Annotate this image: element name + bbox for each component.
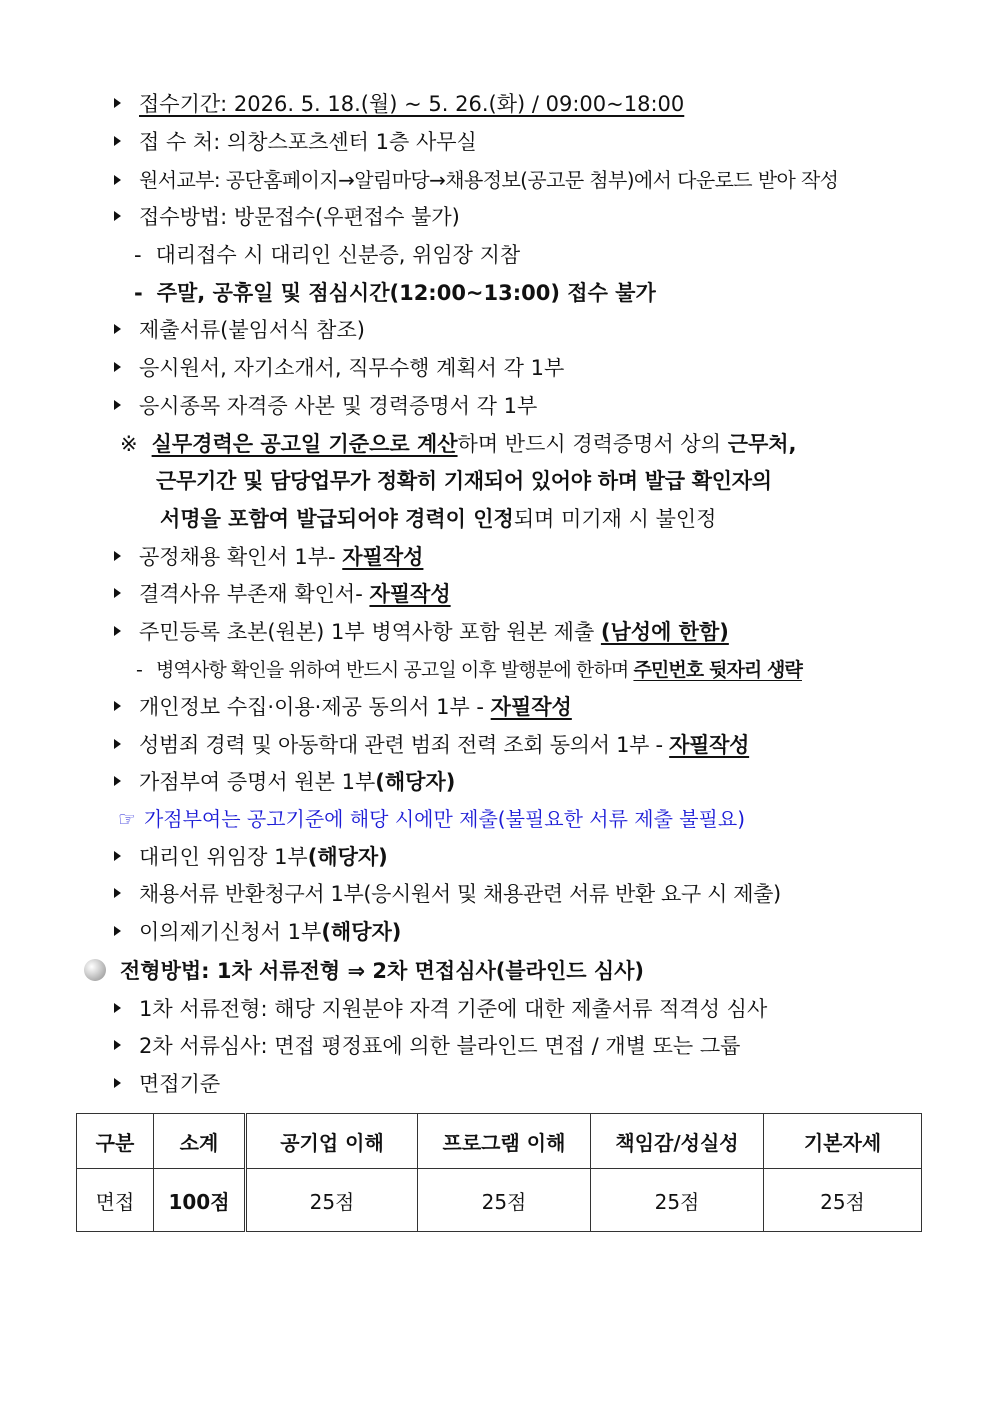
- reception-place: 접 수 처: 의창스포츠센터 1층 사무실: [114, 129, 477, 155]
- table-cell: 100점: [154, 1169, 246, 1232]
- doc-privacy: 개인정보 수집·이용·제공 동의서 1부 - 자필작성: [114, 694, 572, 720]
- triangle-bullet-icon: [114, 362, 121, 372]
- triangle-bullet-icon: [114, 926, 121, 936]
- doc-return-request: 채용서류 반환청구서 1부(응시원서 및 채용관련 서류 반환 요구 시 제출): [114, 881, 781, 907]
- triangle-bullet-icon: [114, 851, 121, 861]
- triangle-bullet-icon: [114, 324, 121, 334]
- table-row: [77, 1169, 922, 1232]
- triangle-bullet-icon: [114, 1040, 121, 1050]
- documents-heading: 제출서류(붙임서식 참조): [114, 317, 365, 343]
- application-form: 원서교부: 공단홈페이지→알림마당→채용정보(공고문 첨부)에서 다운로드 받아 작성: [114, 167, 838, 193]
- triangle-bullet-icon: [114, 1078, 121, 1088]
- triangle-bullet-icon: [114, 888, 121, 898]
- bonus-points-note: ☞ 가점부여는 공고기준에 해당 시에만 제출(불필요한 서류 제출 불필요): [118, 807, 746, 831]
- reception-period: 접수기간: 2026. 5. 18.(월) ~ 5. 26.(화) / 09:00~18:00: [114, 91, 684, 117]
- selection-method-heading: 전형방법: 1차 서류전형 ⇒ 2차 면접심사(블라인드 심사): [84, 958, 644, 984]
- doc-disqualification: 결격사유 부존재 확인서- 자필작성: [114, 581, 451, 607]
- experience-note-3: 서명을 포함여 발급되어야 경력이 인정되며 미기재 시 불인정: [160, 507, 717, 531]
- triangle-bullet-icon: [114, 211, 121, 221]
- stage-2: 2차 서류심사: 면접 평정표에 의한 블라인드 면접 / 개별 또는 그룹: [114, 1033, 740, 1059]
- table-header: 책임감/성실성: [591, 1114, 764, 1169]
- table-cell: 25점: [764, 1169, 922, 1232]
- table-cell: 면접: [77, 1169, 154, 1232]
- doc-crime-check: 성범죄 경력 및 아동학대 관련 범죄 전력 조회 동의서 1부 - 자필작성: [114, 732, 749, 758]
- table-header: 기본자세: [764, 1114, 922, 1169]
- doc-resident-register: 주민등록 초본(원본) 1부 병역사항 포함 원본 제출 (남성에 한함): [114, 619, 729, 645]
- triangle-bullet-icon: [114, 551, 121, 561]
- doc-application: 응시원서, 자기소개서, 직무수행 계획서 각 1부: [114, 355, 564, 381]
- experience-note-2: 근무기간 및 담당업무가 정확히 기재되어 있어야 하며 발급 확인자의: [156, 469, 772, 493]
- interview-score-table: [76, 1113, 922, 1232]
- triangle-bullet-icon: [114, 1003, 121, 1013]
- doc-proxy-letter: 대리인 위임장 1부(해당자): [114, 844, 388, 870]
- table-header: 공기업 이해: [246, 1114, 418, 1169]
- table-cell: 25점: [418, 1169, 591, 1232]
- table-header: 소계: [154, 1114, 246, 1169]
- proxy-note: - 대리접수 시 대리인 신분증, 위임장 지참: [134, 243, 521, 267]
- reception-method: 접수방법: 방문접수(우편접수 불가): [114, 204, 460, 230]
- triangle-bullet-icon: [114, 588, 121, 598]
- triangle-bullet-icon: [114, 400, 121, 410]
- triangle-bullet-icon: [114, 701, 121, 711]
- interview-criteria-heading: 면접기준: [114, 1071, 220, 1097]
- sphere-bullet-icon: [84, 959, 106, 981]
- triangle-bullet-icon: [114, 136, 121, 146]
- military-note: - 병역사항 확인을 위하여 반드시 공고일 이후 발행분에 한하며 주민번호 뒷자리 생략: [136, 659, 802, 681]
- pointing-hand-icon: ☞: [118, 807, 136, 831]
- triangle-bullet-icon: [114, 175, 121, 185]
- table-header-row: [77, 1114, 922, 1169]
- doc-objection: 이의제기신청서 1부(해당자): [114, 919, 401, 945]
- table-header: 구분: [77, 1114, 154, 1169]
- closed-note: - 주말, 공휴일 및 점심시간(12:00~13:00) 접수 불가: [134, 281, 656, 305]
- experience-note-1: ※ 실무경력은 공고일 기준으로 계산하며 반드시 경력증명서 상의 근무처,: [120, 432, 797, 456]
- triangle-bullet-icon: [114, 776, 121, 786]
- table-header: 프로그램 이해: [418, 1114, 591, 1169]
- stage-1: 1차 서류전형: 해당 지원분야 자격 기준에 대한 제출서류 적격성 심사: [114, 996, 767, 1022]
- doc-fair-hiring: 공정채용 확인서 1부- 자필작성: [114, 544, 423, 570]
- triangle-bullet-icon: [114, 626, 121, 636]
- table-cell: 25점: [246, 1169, 418, 1232]
- triangle-bullet-icon: [114, 739, 121, 749]
- table-cell: 25점: [591, 1169, 764, 1232]
- doc-certificate: 응시종목 자격증 사본 및 경력증명서 각 1부: [114, 393, 537, 419]
- doc-bonus-points: 가점부여 증명서 원본 1부(해당자): [114, 769, 455, 795]
- triangle-bullet-icon: [114, 98, 121, 108]
